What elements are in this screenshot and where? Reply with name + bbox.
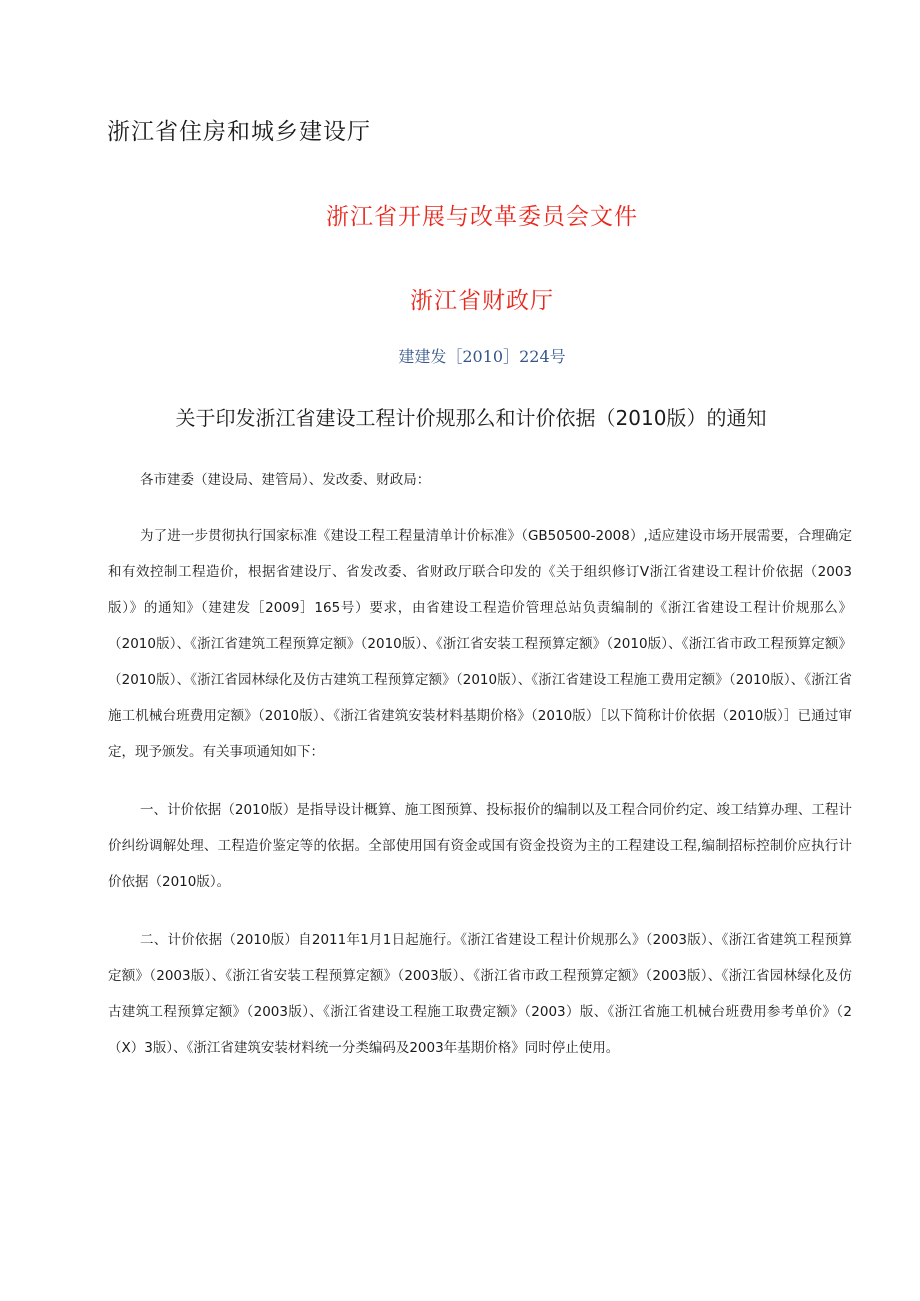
paragraph-item-one: 一、计价依据（2010版）是指导设计概算、施工图预算、投标报价的编制以及工程合同价约定、竣工结算办理、工程计价纠纷调解处理、工程造价鉴定等的依据。全部使用国有资金或国有资金投资为主的工程建设工程,编制招标控制价应执行计价依据（2010版）。: [108, 802, 852, 890]
issuing-org-line: 浙江省住房和城乡建设厅: [107, 119, 371, 145]
document-number: 建建发［2010］224号: [398, 347, 566, 366]
notice-title: 关于印发浙江省建设工程计价规那么和计价依据（2010版）的通知: [175, 406, 767, 430]
paragraph-item-two: 二、计价依据（2010版）自2011年1月1日起施行。《浙江省建设工程计价规那么》（2003版）、《浙江省建筑工程预算定额》（2003版）、《浙江省安装工程预算定额》（2003版）、《浙江省市政工程预算定额》（2003版）、《浙江省园林绿化及仿古建筑工程预算定额》（2003版）、《浙江省建设工程施工取费定额》（2003）版、《浙江省施工机械台班费用参考单价》（2（X）3版）、《浙江省建筑安装材料统一分类编码及2003年基期价格》同时停止使用。: [108, 932, 852, 1056]
salutation: 各市建委（建设局、建管局）、发改委、财政局：: [140, 472, 431, 488]
red-header-title-1: 浙江省开展与改革委员会文件: [326, 204, 638, 230]
paragraph-intro: 为了进一步贯彻执行国家标准《建设工程工程量清单计价标准》（GB50500-2008）,适应建设市场开展需要，合理确定和有效控制工程造价，根据省建设厅、省发改委、省财政厅联合印发的《关于组织修订V浙江省建设工程计价依据（2003版）》的通知》（建建发［2009］165号）要求，由省建设工程造价管理总站负责编制的《浙江省建设工程计价规那么》（2010版）、《浙江省建筑工程预算定额》（2010版）、《浙江省安装工程预算定额》（2010版）、《浙江省市政工程预算定额》（2010版）、《浙江省园林绿化及仿古建筑工程预算定额》（2010版）、《浙江省建设工程施工费用定额》（2010版）、《浙江省施工机械台班费用定额》（2010版）、《浙江省建筑安装材料基期价格》（2010版）［以下简称计价依据（2010版）］已通过审定，现予颁发。有关事项通知如下：: [108, 528, 852, 760]
red-header-title-2: 浙江省财政厅: [410, 288, 554, 314]
